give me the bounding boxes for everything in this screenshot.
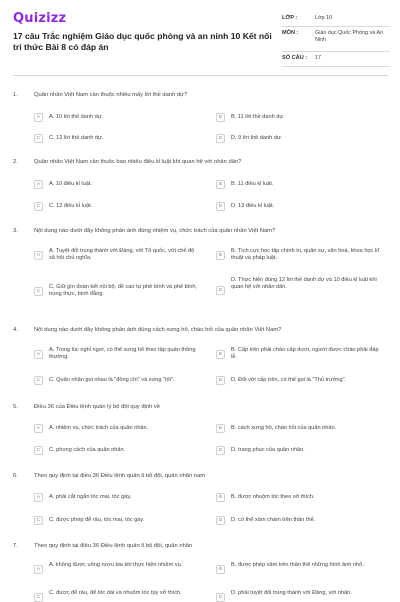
option-letter-box: A	[34, 493, 43, 502]
question-text: Quân nhân Việt Nam cần thuộc nhiều mấy lời thề danh dự?	[34, 92, 188, 98]
option-text: A. 10 lời thề danh dự.	[49, 114, 104, 120]
option-letter-box: B	[216, 565, 225, 574]
option-letter-box: A	[34, 251, 43, 260]
quizizz-logo: Quizizz	[13, 11, 67, 26]
question-number: 7.	[13, 543, 18, 549]
option-letter-box: C	[34, 134, 43, 143]
option-letter-box: A	[34, 180, 43, 189]
question-text: Quân nhân Việt Nam cần thuộc bao nhiêu điều kỉ luật khi quan hệ với nhân dân?	[34, 159, 242, 165]
option-letter-box: B	[216, 180, 225, 189]
meta-count-row	[282, 52, 390, 67]
option-text: A. nhiệm vụ, chức trách của quân nhân.	[49, 425, 149, 431]
option-text: B. cách xưng hô, chào hỏi của quân nhân.	[231, 425, 337, 431]
option-text: B. 11 lời thề danh dự.	[231, 114, 285, 120]
option-text: A. Tuyệt đối trung thành với Đảng, với Tổ quốc, với chế độ xã hội chủ nghĩa.	[49, 248, 195, 262]
question-text: Theo quy định tại điều 36 Điều lệnh quản lí bộ đội, quân nhân	[34, 543, 193, 549]
question-text: Điều 36 của Điều lệnh quản lý bộ đội quy định về	[34, 404, 161, 410]
question-number: 3.	[13, 228, 18, 234]
option-letter-box: A	[34, 424, 43, 433]
option-letter-box: A	[34, 113, 43, 122]
option-text: A. Trong lúc nghỉ ngơi, có thể xưng hô theo tập quán thông thường.	[49, 347, 196, 361]
question-number: 1.	[13, 92, 18, 98]
option-text: C. Quân nhân gọi nhau là "đồng chí" và xưng "tôi".	[49, 377, 175, 383]
option-text: C. Giữ gìn đoàn kết nội bộ, đề cao tự phê bình và phê bình, trung thực, bình đẳng.	[49, 284, 198, 298]
option-text: B. 11 điều kỉ luật.	[231, 181, 274, 187]
option-text: B. Tích cực học tập chính trị, quân sự, văn hoá, khoa học kĩ thuật và pháp luật.	[231, 248, 380, 262]
option-letter-box: D	[216, 286, 225, 295]
question-number: 6.	[13, 473, 18, 479]
option-text: D. Thực hiện đúng 12 lời thề danh dự và 10 điều kỉ luật khi quan hệ với nhân dân.	[231, 277, 377, 291]
worksheet-meta	[282, 12, 390, 67]
option-text: C. được phép để râu, tóc mai, tóc gáy.	[49, 517, 145, 523]
meta-count-key: SỐ CÂU :	[282, 55, 308, 61]
worksheet-header	[0, 0, 400, 72]
question-number: 4.	[13, 327, 18, 333]
option-letter-box: A	[34, 350, 43, 359]
option-text: A. 10 điều kỉ luật.	[49, 181, 92, 187]
option-letter-box: B	[216, 424, 225, 433]
option-text: A. phải cắt ngắn tóc mai, tóc gáy.	[49, 494, 132, 500]
option-text: D. phải tuyệt đối trung thành với Đảng, với nhân.	[231, 590, 352, 596]
meta-class-row	[282, 12, 390, 27]
option-letter-box: B	[216, 113, 225, 122]
option-letter-box: C	[34, 376, 43, 385]
option-letter-box: D	[216, 376, 225, 385]
meta-count-value: 17	[315, 55, 321, 61]
option-text: C. phong cách của quân nhân.	[49, 447, 126, 453]
meta-subject-key: MÔN :	[282, 30, 299, 36]
option-letter-box: C	[34, 593, 43, 602]
option-letter-box: C	[34, 516, 43, 525]
option-text: A. không được uống rượu bia khi thực hiện nhiệm vụ.	[49, 562, 183, 568]
meta-class-key: LỚP :	[282, 15, 298, 21]
option-text: B. được nhuộm tóc theo sở thích.	[231, 494, 315, 500]
option-text: C. được để râu, để tóc dài và nhuộm tóc tùy sở thích.	[49, 590, 182, 596]
option-text: C. 12 lời thề danh dự.	[49, 135, 104, 141]
option-text: D. Đối với cấp trên, có thể gọi là "Thủ trưởng".	[231, 377, 347, 383]
meta-subject-value: Giáo dục Quốc Phòng và An Ninh	[315, 30, 384, 43]
option-text: D. có thể xăm chàm trên thân thể.	[231, 517, 316, 523]
option-letter-box: B	[216, 493, 225, 502]
option-text: B. Cấp trên phải chào cấp dưới, người được chào phải đáp lễ.	[231, 347, 379, 361]
option-letter-box: C	[34, 446, 43, 455]
option-letter-box: D	[216, 516, 225, 525]
option-text: B. được phép xăm trên thân thể những hình ảnh nhỏ.	[231, 562, 364, 568]
option-letter-box: C	[34, 287, 43, 296]
question-text: Nội dung nào dưới đây không phản ánh đúng nhiệm vụ, chức trách của quân nhân Việt Nam?	[34, 228, 276, 234]
option-letter-box: D	[216, 593, 225, 602]
option-text: D. 9 lời thề danh dự.	[231, 135, 283, 141]
meta-class-value: Lớp 10	[315, 15, 333, 21]
header-divider	[13, 75, 388, 76]
option-letter-box: B	[216, 251, 225, 260]
option-text: C. 12 điều kỉ luật.	[49, 203, 93, 209]
question-text: Nội dung nào dưới đây không phản ánh đúng cách xưng hô, chào hỏi của quân nhân Việt Nam?	[34, 327, 282, 333]
option-letter-box: C	[34, 202, 43, 211]
option-letter-box: A	[34, 565, 43, 574]
option-text: D. trang phục của quân nhân.	[231, 447, 305, 453]
meta-subject-row	[282, 27, 390, 52]
worksheet-title: 17 câu Trắc nghiệm Giáo dục quốc phòng và an ninh 10 Kết nối tri thức Bài 8 có đáp án	[13, 31, 272, 52]
option-letter-box: D	[216, 446, 225, 455]
option-letter-box: D	[216, 134, 225, 143]
question-text: Theo quy định tại điều 36 Điều lệnh quản lí bộ đội, quân nhân nam	[34, 473, 206, 479]
question-number: 5.	[13, 404, 18, 410]
question-number: 2.	[13, 159, 18, 165]
option-letter-box: B	[216, 350, 225, 359]
option-text: D. 13 điều kỉ luật.	[231, 203, 275, 209]
option-letter-box: D	[216, 202, 225, 211]
